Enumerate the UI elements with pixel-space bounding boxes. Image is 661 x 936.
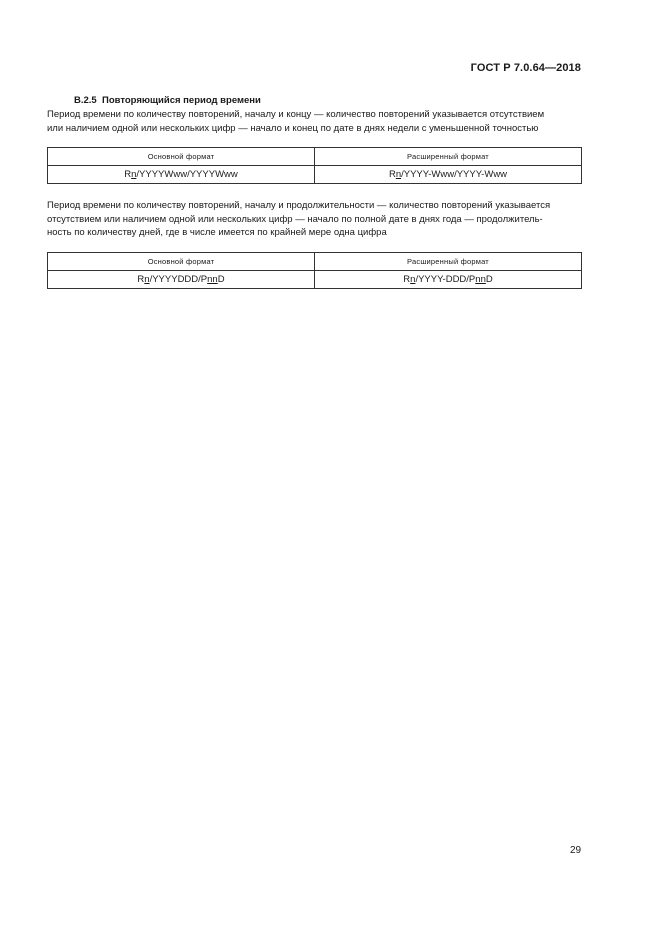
section-title: Повторяющийся период времени: [102, 95, 261, 106]
paragraph-duration-period: [47, 199, 582, 240]
basic-format-header: Основной формат: [48, 148, 315, 166]
extended-format-header: Расширенный формат: [315, 253, 582, 271]
section-number: В.2.5: [74, 95, 97, 106]
basic-format-header: Основной формат: [48, 253, 315, 271]
paragraph-line: или наличием одной или нескольких цифр — начало и конец по дате в днях недели с уменьшенной точностью: [47, 122, 539, 134]
basic-format-value: Rn/YYYYWww/YYYYWww: [48, 166, 315, 184]
extended-format-value: Rn/YYYY-DDD/PnnD: [315, 271, 582, 289]
paragraph-line: отсутствием или наличием одной или нескольких цифр — начало по полной дате в днях года — продолжитель-: [47, 213, 543, 225]
extended-format-value: Rn/YYYY-Www/YYYY-Www: [315, 166, 582, 184]
standard-header: ГОСТ Р 7.0.64—2018: [470, 62, 581, 74]
page-number: 29: [570, 845, 582, 856]
paragraph-line: ность по количеству дней, где в числе имеется по крайней мере одна цифра: [47, 227, 387, 238]
format-table-weekly: [47, 147, 582, 184]
section-heading: [74, 95, 261, 106]
paragraph-line: Период времени по количеству повторений, началу и продолжительности — количество повторений указывается: [47, 200, 551, 211]
basic-format-value: Rn/YYYYDDD/PnnD: [48, 271, 315, 289]
paragraph-weekly-period: [47, 108, 582, 135]
extended-format-header: Расширенный формат: [315, 148, 582, 166]
paragraph-line: Период времени по количеству повторений, началу и концу — количество повторений указывается отсутствием: [47, 109, 545, 120]
format-table-duration: [47, 252, 582, 289]
